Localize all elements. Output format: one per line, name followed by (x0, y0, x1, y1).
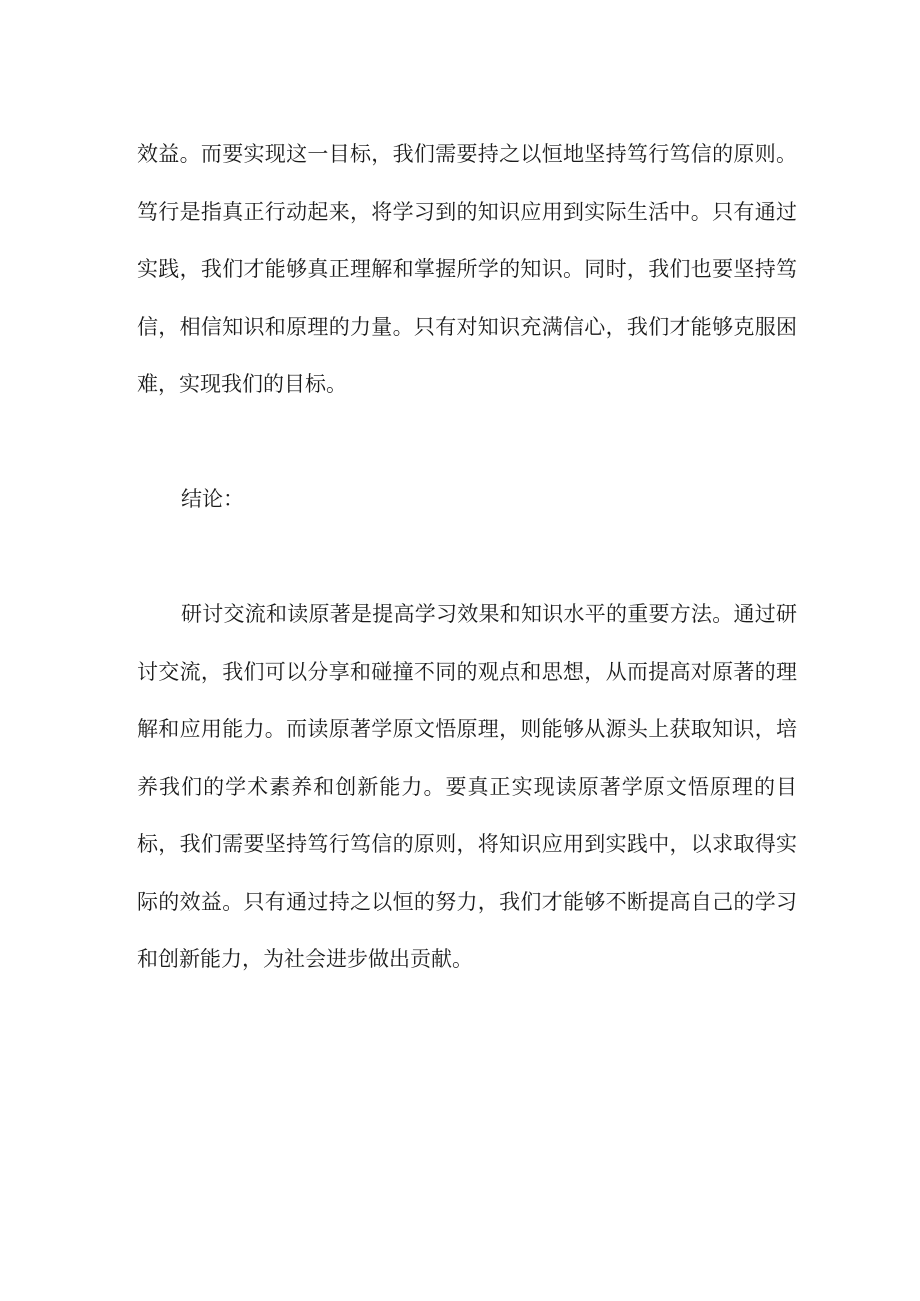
paragraph-continuation: 效益。而要实现这一目标，我们需要持之以恒地坚持笃行笃信的原则。笃行是指真正行动起来，将学习到的知识应用到实际生活中。只有通过实践，我们才能够真正理解和掌握所学的知识。同时，我们也要坚持笃信，相信知识和原理的力量。只有对知识充满信心，我们才能够克服困难，实现我们的目标。 (137, 142, 797, 396)
section-heading-conclusion: 结论： (181, 487, 244, 511)
document-body (137, 126, 797, 989)
paragraph-spacer (137, 529, 797, 587)
paragraph-spacer (137, 414, 797, 472)
paragraph-conclusion: 研讨交流和读原著是提高学习效果和知识水平的重要方法。通过研讨交流，我们可以分享和碰撞不同的观点和思想，从而提高对原著的理解和应用能力。而读原著学原文悟原理，则能够从源头上获取知识，培养我们的学术素养和创新能力。要真正实现读原著学原文悟原理的目标，我们需要坚持笃行笃信的原则，将知识应用到实践中，以求取得实际的效益。只有通过持之以恒的努力，我们才能够不断提高自己的学习和创新能力，为社会进步做出贡献。 (137, 602, 797, 971)
